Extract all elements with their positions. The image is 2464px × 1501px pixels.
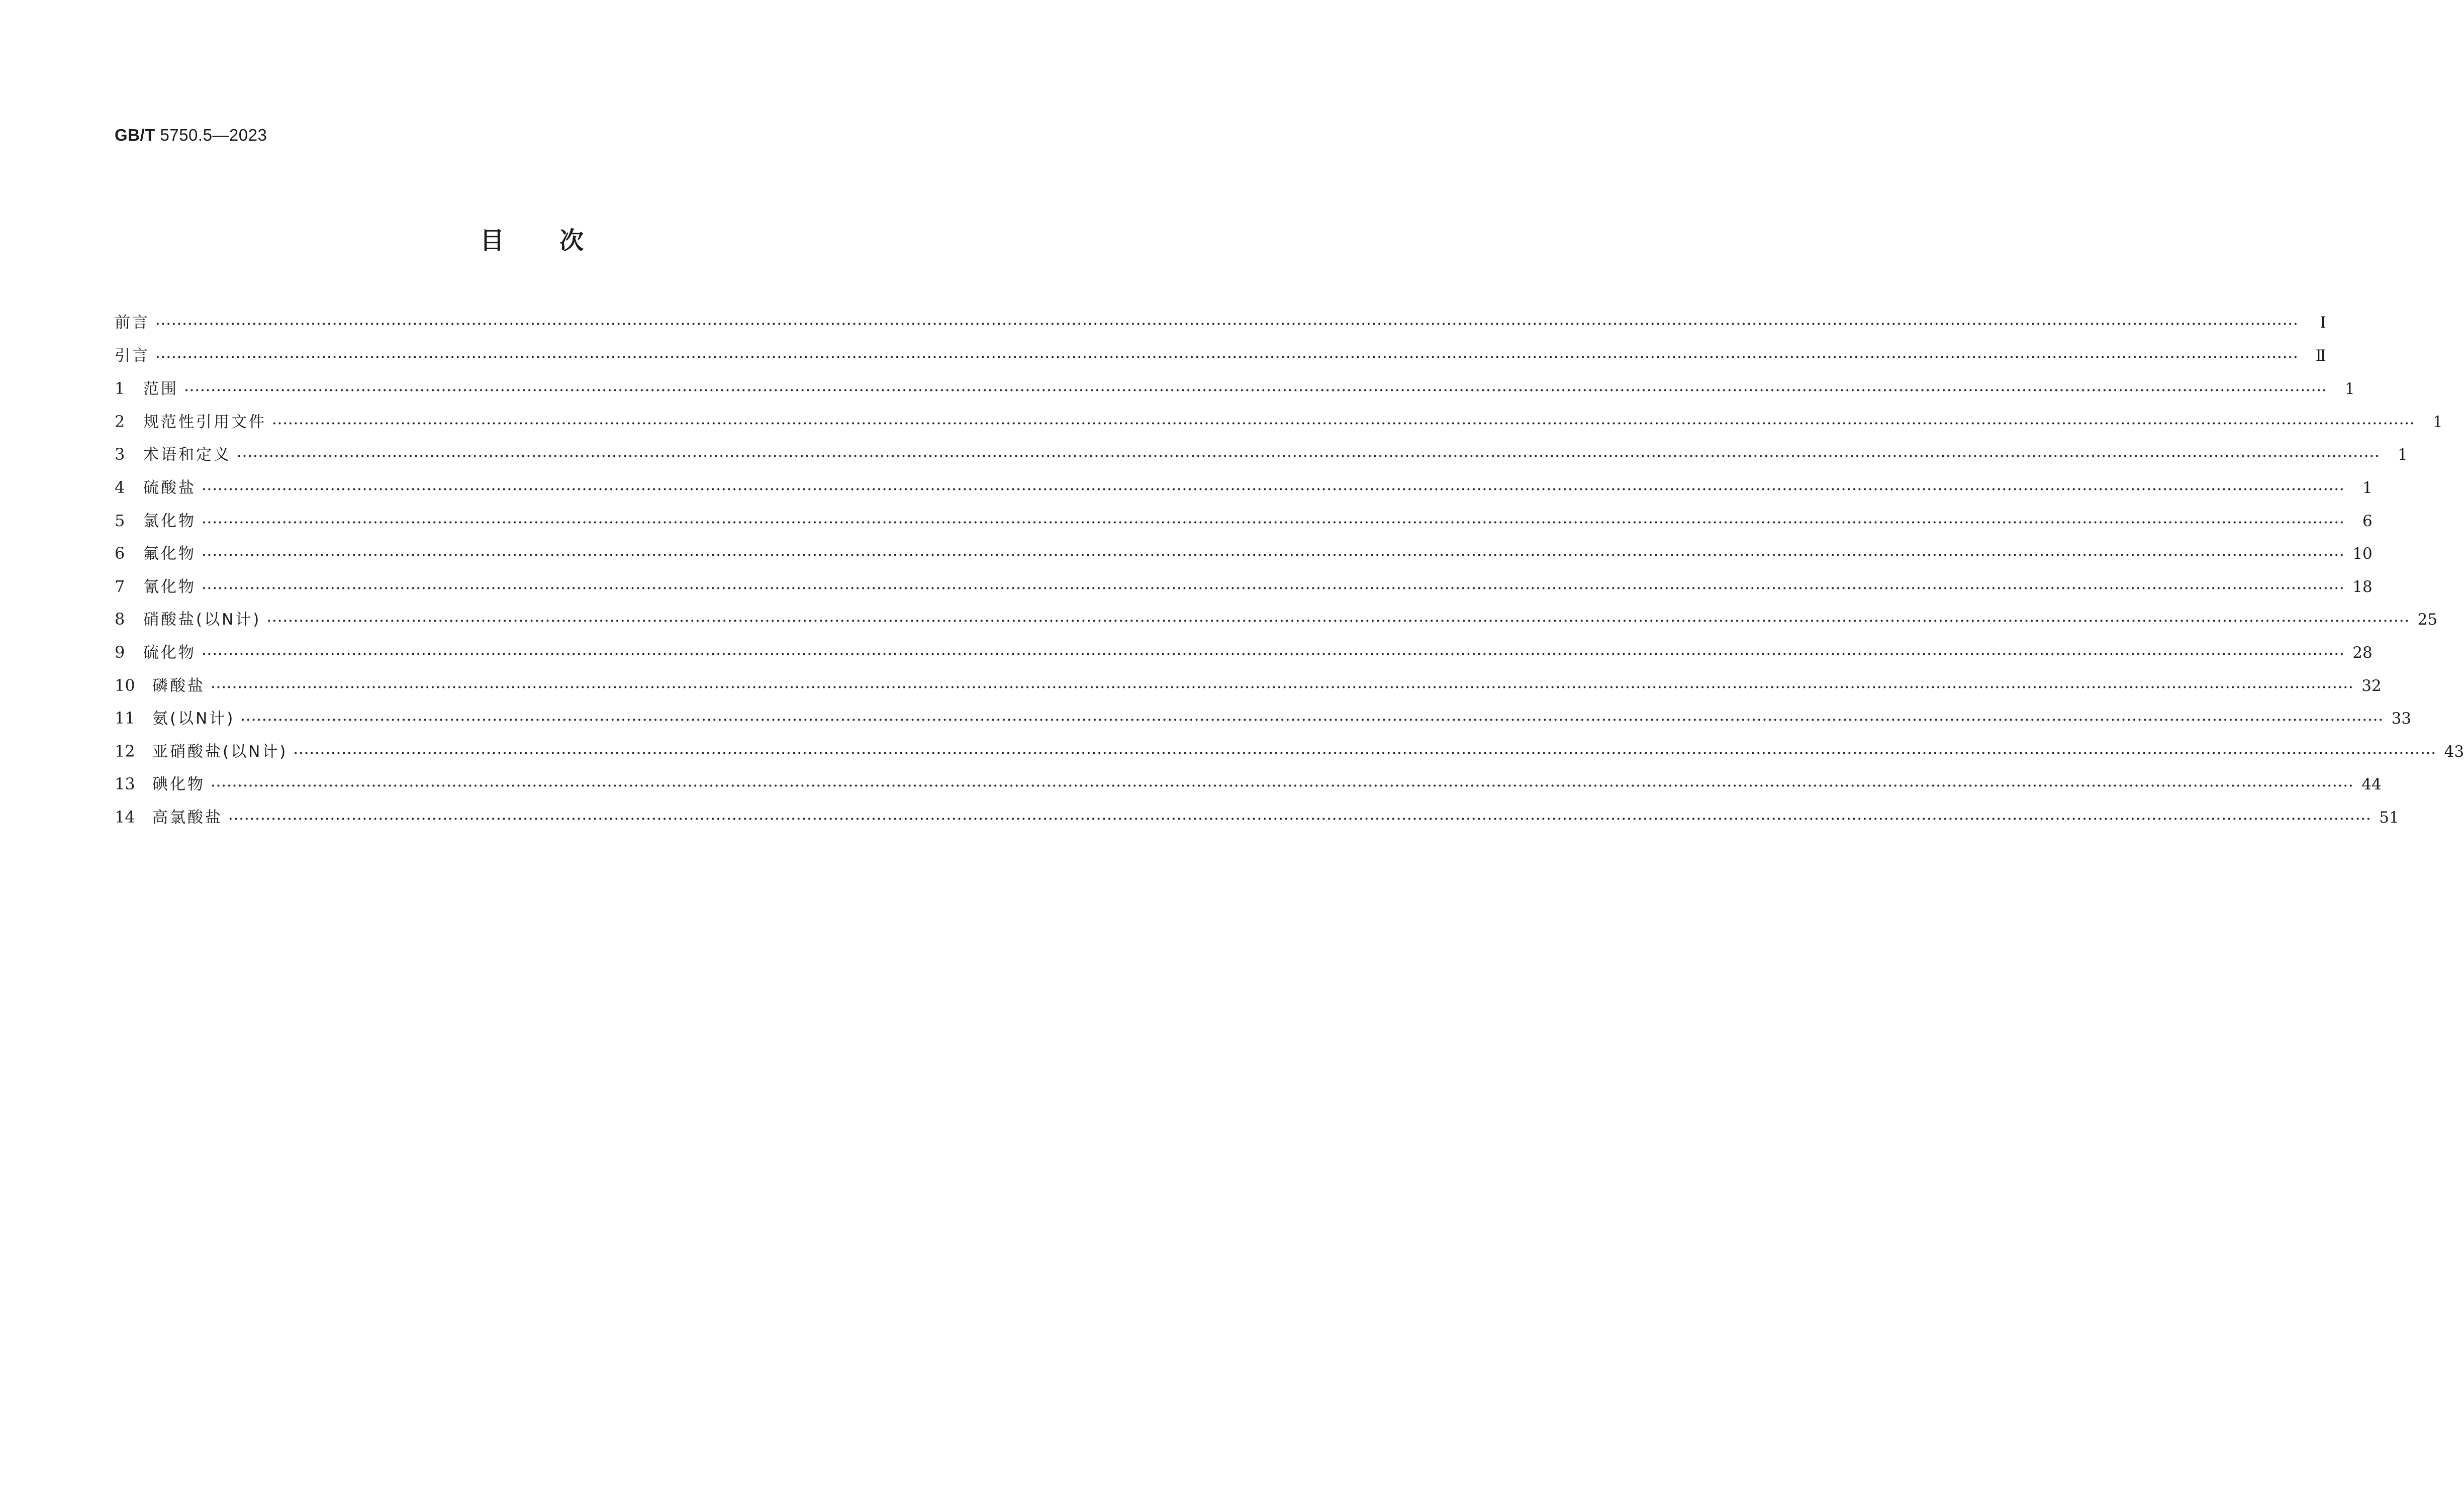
toc-entry-page: 32 [2361,676,2382,695]
toc-entry-page: 1 [2344,380,2355,398]
toc-entry[interactable] [115,768,2382,801]
toc-entry-page: 1 [2362,478,2373,497]
toc-entry-label: 氟化物 [143,545,196,563]
toc-entry-number: 11 [115,709,135,728]
toc-entry[interactable] [115,372,2355,406]
table-of-contents [115,307,2464,834]
toc-dot-leader: ················································································································································································································································································································································································································ [294,746,2437,760]
toc-entry-label: 硝酸盐(以N计) [143,611,261,629]
toc-entry-label: 硫化物 [143,643,196,662]
toc-dot-leader: ················································································································································································································································································································································································································ [211,680,2354,694]
toc-entry-number: 1 [115,379,125,398]
toc-entry-page: 51 [2379,808,2399,827]
standard-code [115,126,267,145]
toc-entry-label: 规范性引用文件 [143,413,266,431]
toc-entry-page: 10 [2352,545,2373,563]
toc-dot-leader: ················································································································································································································································································································································································································ [156,350,2299,364]
toc-entry-label: 硫酸盐 [143,478,196,497]
toc-entry[interactable] [115,537,2373,570]
toc-entry-number: 8 [115,610,125,629]
toc-entry-number: 7 [115,576,125,596]
toc-dot-leader: ················································································································································································································································································································································································································ [202,647,2345,661]
toc-entry[interactable] [115,406,2443,439]
toc-entry-number: 6 [115,544,125,563]
toc-entry-number: 14 [115,807,135,827]
toc-entry-page: 25 [2417,611,2438,629]
page-title: 目次 [480,227,639,255]
toc-entry-number: 3 [115,445,125,464]
standard-number: 5750.5—2023 [160,126,267,144]
toc-dot-leader: ················································································································································································································································································································································································································ [229,812,2372,826]
toc-entry-page: 33 [2391,710,2412,728]
toc-dot-leader: ················································································································································································································································································································································································································ [267,615,2411,628]
toc-entry-page: 28 [2352,643,2373,662]
toc-entry-label: 氨(以N计) [152,710,235,728]
toc-entry[interactable] [115,340,2326,373]
toc-dot-leader: ················································································································································································································································································································································································································ [211,779,2354,793]
toc-dot-leader: ················································································································································································································································································································································································································ [156,318,2299,331]
toc-entry[interactable] [115,669,2382,703]
toc-dot-leader: ················································································································································································································································································································································································································ [241,714,2385,727]
toc-dot-leader: ················································································································································································································································································································································································································ [202,516,2345,529]
toc-entry[interactable] [115,438,2408,471]
toc-entry-page: Ⅰ [2320,314,2326,332]
toc-entry-label: 亚硝酸盐(以N计) [152,742,288,761]
toc-entry[interactable] [115,570,2373,604]
toc-entry-label: 氯化物 [143,512,196,530]
toc-entry-number: 9 [115,642,125,662]
toc-entry-label: 引言 [115,346,150,365]
toc-entry-label: 前言 [115,314,150,332]
toc-dot-leader: ················································································································································································································································································································································································································ [202,482,2345,496]
toc-entry-page: 44 [2361,775,2382,794]
toc-entry-number: 5 [115,511,125,530]
toc-entry-label: 术语和定义 [143,446,231,464]
toc-entry-number: 2 [115,412,125,431]
toc-entry[interactable] [115,471,2373,505]
toc-entry-label: 范围 [143,380,178,398]
toc-entry-label: 高氯酸盐 [152,808,223,827]
toc-entry[interactable] [115,505,2373,538]
toc-entry[interactable] [115,735,2464,768]
toc-entry-page: 1 [2397,446,2408,464]
toc-entry-number: 10 [115,675,135,695]
toc-entry[interactable] [115,801,2399,834]
toc-entry[interactable] [115,636,2373,669]
toc-entry-number: 13 [115,774,135,794]
toc-entry-label: 碘化物 [152,775,205,794]
toc-entry-page: 18 [2352,577,2373,596]
toc-entry-page: 6 [2362,512,2373,530]
standard-prefix: GB/T [115,126,155,144]
toc-entry-page: Ⅱ [2315,346,2326,365]
toc-entry-number: 12 [115,741,135,761]
toc-dot-leader: ················································································································································································································································································································································································································ [184,384,2328,397]
toc-entry[interactable] [115,702,2412,735]
toc-dot-leader: ················································································································································································································································································································································································································ [272,417,2416,430]
toc-dot-leader: ················································································································································································································································································································································································································ [202,581,2345,595]
toc-entry-number: 4 [115,477,125,497]
toc-entry-page: 1 [2432,413,2443,431]
toc-entry-label: 磷酸盐 [152,676,205,695]
toc-entry-page: 43 [2444,742,2464,761]
toc-dot-leader: ················································································································································································································································································································································································································ [237,450,2381,463]
toc-entry[interactable] [115,603,2438,636]
toc-entry-label: 氰化物 [143,577,196,596]
toc-entry[interactable] [115,307,2326,340]
toc-dot-leader: ················································································································································································································································································································································································································ [202,549,2345,562]
